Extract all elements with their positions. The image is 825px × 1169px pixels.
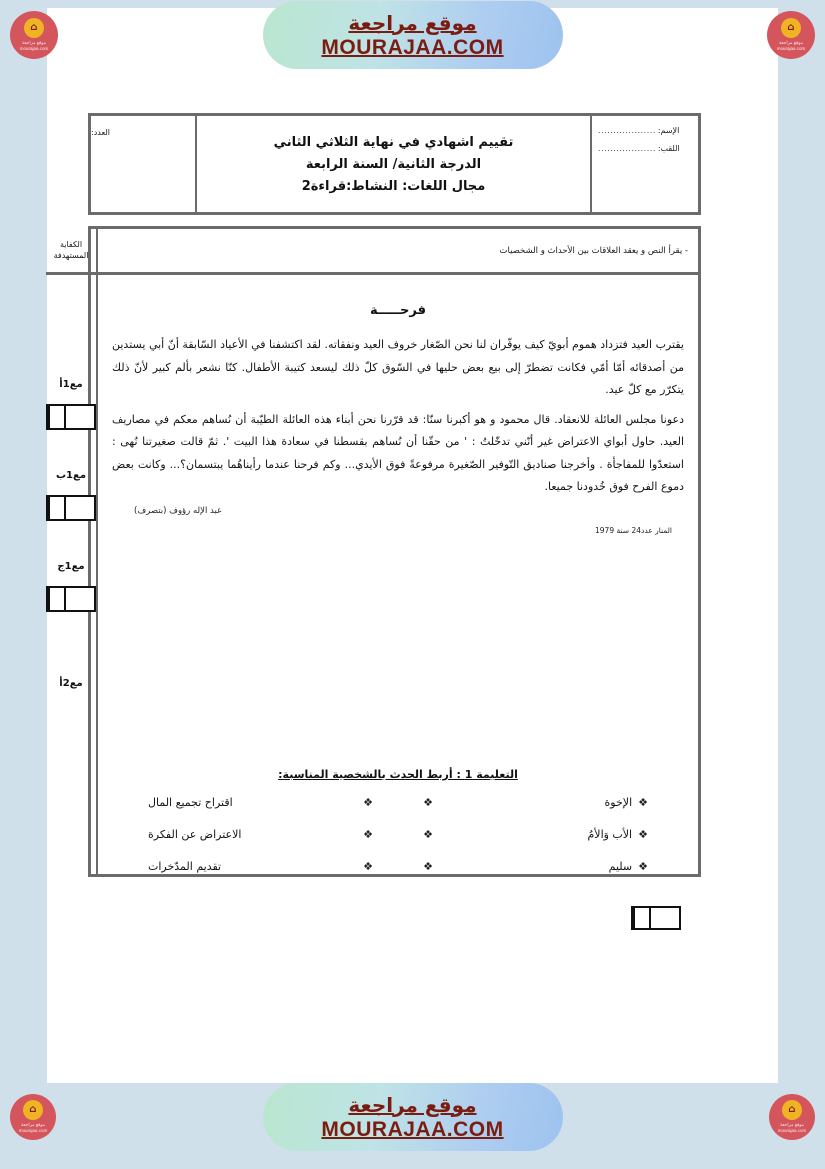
character-item[interactable]	[605, 795, 648, 810]
passage-title: فرحـــــة	[369, 303, 427, 318]
score-cell[interactable]	[64, 406, 80, 428]
student-name-dots: ...................	[598, 126, 656, 135]
student-surname-label: اللقب:	[657, 144, 680, 153]
score-cell[interactable]	[48, 497, 64, 519]
total-score-cells[interactable]	[631, 906, 681, 930]
event-item[interactable]	[148, 859, 221, 874]
character-connector-nodes	[398, 795, 458, 874]
matching-exercise	[98, 754, 698, 874]
score-item	[46, 379, 96, 430]
grade-number-cell[interactable]	[91, 116, 195, 212]
score-cell[interactable]	[80, 588, 94, 610]
bullet-icon: ❖	[638, 796, 648, 809]
document-page	[47, 8, 778, 1083]
competency-column-header	[46, 229, 96, 275]
score-cell[interactable]	[48, 406, 64, 428]
score-cell[interactable]	[64, 497, 80, 519]
student-identity-cell	[590, 116, 698, 212]
score-cell[interactable]	[80, 406, 94, 428]
logo-mark-icon: ⌂	[24, 18, 44, 38]
score-cell[interactable]	[665, 908, 679, 928]
score-cell[interactable]	[80, 497, 94, 519]
score-item	[46, 470, 96, 521]
event-label: الاعتراض عن الفكرة	[148, 828, 242, 841]
bullet-icon: ❖	[638, 828, 648, 841]
passage-paragraph: يقترب العيد فتزداد هموم أبويّ كيف يوفّران لنا نحن الصّغار خروف العيد ونفقاته. لقد اكتشفنا في الأعياد السّابقة أنّ أبي يستدين من أصدقائه أمّا أمّي فكانت تضطرّ إلى بيع بعض حليها في السّوق كلّ ذلك ليسعد كتيبة الأطفال. كنّا نشعر بألم كبير لأنّ ذلك يتكرّر مع كلّ عيد.	[112, 338, 684, 397]
connector-node-icon[interactable]: ❖	[363, 860, 373, 873]
banner-pill	[263, 1083, 563, 1151]
watermark-banner-bottom	[0, 1082, 825, 1152]
student-name-field[interactable]	[598, 126, 690, 135]
logo-mark-icon: ⌂	[782, 1100, 802, 1120]
event-label: اقتراح تجميع المال	[148, 796, 233, 809]
banner-latin-title: MOURAJAA.COM	[321, 35, 504, 59]
passage-source: المنار عدد24 سنة 1979	[595, 525, 672, 535]
reading-passage	[98, 275, 698, 754]
banner-arabic-title: موقع مراجعة	[348, 1092, 477, 1117]
grade-number-label: العدد:	[91, 128, 110, 137]
score-cell-group[interactable]	[46, 404, 96, 430]
competency-score-column	[46, 229, 98, 874]
score-cell[interactable]	[48, 588, 64, 610]
score-cell-group[interactable]	[46, 586, 96, 612]
banner-arabic-title: موقع مراجعة	[348, 10, 477, 35]
event-item[interactable]	[148, 795, 233, 810]
logo-mark-icon: ⌂	[23, 1100, 43, 1120]
banner-latin-title: MOURAJAA.COM	[321, 1117, 504, 1141]
connector-node-icon[interactable]: ❖	[423, 860, 433, 873]
site-logo-left	[10, 1094, 56, 1140]
score-item-label: مع1ج	[57, 561, 85, 572]
logo-caption: موقع مراجعة mourajaa.com	[777, 1122, 807, 1133]
competency-header-line-2: المستهدفة	[53, 250, 89, 260]
logo-caption: موقع مراجعة mourajaa.com	[776, 40, 806, 51]
passage-author: عبد الإله رؤوف (بتصرف)	[134, 505, 223, 516]
connector-node-icon[interactable]: ❖	[423, 796, 433, 809]
events-column	[148, 795, 338, 874]
event-item[interactable]	[148, 827, 241, 842]
score-item-label: مع1ب	[55, 470, 87, 481]
character-label: الأب وَالأمُ	[587, 828, 633, 841]
exam-title-line-2: الدرجة الثانية/ السنة الرابعة	[305, 156, 482, 172]
character-label: الإخوة	[604, 796, 633, 809]
student-surname-dots: ...................	[598, 144, 656, 153]
logo-caption: موقع مراجعة mourajaa.com	[18, 1122, 48, 1133]
competency-instruction-row	[98, 229, 698, 275]
student-name-label: الإسم:	[657, 126, 680, 135]
score-item	[59, 678, 82, 689]
exam-title-cell	[195, 116, 590, 212]
competency-instruction-text: - يقرأ النص و يعقد العلاقات بين الأحداث و الشخصيات	[499, 245, 688, 256]
connector-node-icon[interactable]: ❖	[363, 828, 373, 841]
exam-title-line-3: مجال اللغات: النشاط:قراءة2	[301, 178, 486, 194]
exam-content-column	[98, 229, 698, 874]
characters-column	[458, 795, 648, 874]
score-item	[46, 561, 96, 612]
score-cell-group[interactable]	[46, 495, 96, 521]
competency-header-line-1: الكفاية	[59, 239, 83, 249]
score-cell[interactable]	[64, 588, 80, 610]
logo-caption: موقع مراجعة mourajaa.com	[19, 40, 49, 51]
exam-header-table	[88, 113, 701, 215]
exam-body-table	[53, 226, 701, 877]
score-item-label: مع1أ	[59, 379, 83, 390]
exam-title-line-1: تقييم اشهادي في نهاية الثلاثي الثاني	[273, 134, 514, 150]
matching-grid	[114, 795, 682, 874]
exercise-instruction: التعليمة 1 : أربط الحدث بالشخصية المناسبة:	[278, 768, 518, 781]
event-label: تقديم المدّخرات	[148, 860, 222, 873]
logo-mark-icon: ⌂	[781, 18, 801, 38]
connector-node-icon[interactable]: ❖	[423, 828, 433, 841]
character-item[interactable]	[609, 859, 648, 874]
passage-paragraph: دعونا مجلس العائلة للانعقاد. قال محمود و هو أكبرنا سنّا: قد قرّرنا نحن أبناء هذه العائلة الطيّبة أن نُساهم معكم في مصاريف العيد. حاول أبواي الاعتراض غير أنّني تدخّلتُ : ' من حقّنا أن نُساهم بقسطنا في سعادة هذا البيت '. ثمّ قالت صغيرتنا نُهى : استعدّوا للمفاجأة . وأخرجنا صناديق التّوفير الصّغيرة مرفوعةً فوق الأيدي... وكم فرحنا عندما رأيناهُما يبتسمان؟... وكانت بعض دموع الفرح فوق خُدودنا جميعا.	[112, 412, 684, 494]
bullet-icon: ❖	[638, 860, 648, 873]
character-item[interactable]	[587, 827, 648, 842]
score-item-label: مع2أ	[59, 678, 83, 689]
score-cell[interactable]	[633, 908, 649, 928]
character-label: سليم	[608, 860, 633, 873]
student-surname-field[interactable]	[598, 144, 690, 153]
total-score-box[interactable]	[631, 906, 681, 930]
site-logo-right	[769, 1094, 815, 1140]
event-connector-nodes	[338, 795, 398, 874]
score-items-list	[46, 275, 96, 874]
score-cell[interactable]	[649, 908, 665, 928]
connector-node-icon[interactable]: ❖	[363, 796, 373, 809]
